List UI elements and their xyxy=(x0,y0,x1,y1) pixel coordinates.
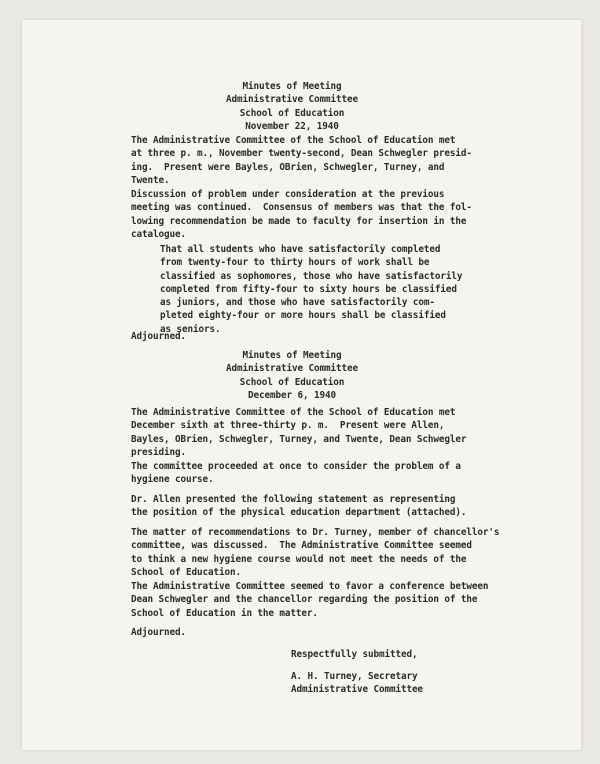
meeting2-recommendations-paragraph: The matter of recommendations to Dr. Turney, member of chancellor's committee, was discussed. The Administrative Committee seemed to think a new hygiene course would not meet the needs of the School of Education. xyxy=(131,527,500,578)
secretary-signature-block: A. H. Turney, Secretary Administrative Committee xyxy=(291,671,423,696)
paper-edge xyxy=(581,20,582,750)
meeting1-attendance-paragraph: The Administrative Committee of the School of Education met at three p. m., November twenty-second, Dean Schwegler presid- ing. Present were Bayles, OBrien, Schwegler, Turney, and Twente. xyxy=(131,135,472,186)
meeting1-adjourned: Adjourned. xyxy=(131,331,186,342)
meeting2-heading: Minutes of Meeting Administrative Committee School of Education December 6, 1940 xyxy=(226,350,358,401)
meeting1-discussion-paragraph: Discussion of problem under consideration at the previous meeting was continued. Consensus of members was that the fol- lowing recommendation be made to faculty for insertion in the catalogue. xyxy=(131,189,472,240)
meeting2-conference-paragraph: The Administrative Committee seemed to favor a conference between Dean Schwegler and the chancellor regarding the position of the School of Education in the matter. xyxy=(131,581,489,619)
meeting2-hygiene-paragraph: The committee proceeded at once to consider the problem of a hygiene course. xyxy=(131,461,461,486)
meeting1-recommendation-quote: That all students who have satisfactorily completed from twenty-four to thirty hours of work shall be classified as sophomores, those who have satisfactorily completed from fifty-four to sixty hours be classified as juniors, and those who have satisfactorily com- pleted eighty-four or more hours shall be classified as seniors. xyxy=(160,244,463,335)
meeting2-attendance-paragraph: The Administrative Committee of the School of Education met December sixth at three-thirty p. m. Present were Allen, Bayles, OBrien, Schwegler, Turney, and Twente, Dean Schwegler presiding. xyxy=(131,407,467,458)
meeting2-statement-paragraph: Dr. Allen presented the following statement as representing the position of the physical education department (attached). xyxy=(131,494,467,519)
meeting2-adjourned: Adjourned. xyxy=(131,627,186,638)
meeting1-heading: Minutes of Meeting Administrative Committee School of Education November 22, 1940 xyxy=(226,81,358,132)
closing-salutation: Respectfully submitted, xyxy=(291,649,418,660)
